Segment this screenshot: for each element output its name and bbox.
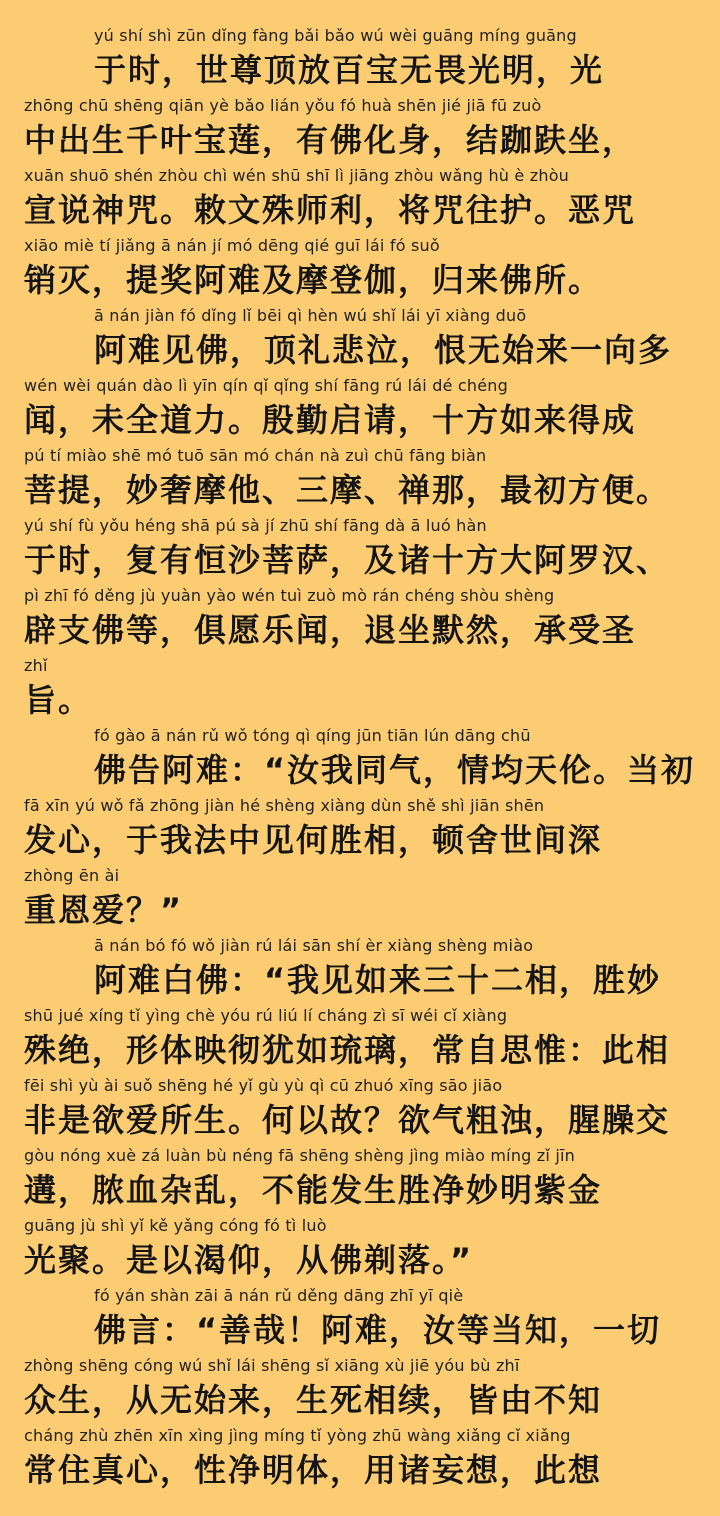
pinyin-annotation: fó gào ā nán rǔ wǒ tóng qì qíng jūn tiān lún dāng chū xyxy=(94,726,531,745)
text-line xyxy=(24,864,696,934)
pinyin-annotation: guāng jù shì yǐ kě yǎng cóng fó tì luò xyxy=(24,1216,327,1235)
text-line xyxy=(24,1214,696,1284)
text-line xyxy=(24,1074,696,1144)
text-line xyxy=(24,234,696,304)
pinyin-annotation: cháng zhù zhēn xīn xìng jìng míng tǐ yòng zhū wàng xiǎng cǐ xiǎng xyxy=(24,1426,571,1445)
text-line xyxy=(24,1354,696,1424)
text-line xyxy=(24,514,696,584)
chinese-text: 闻，未全道力。殷勤启请，十方如来得成 xyxy=(24,401,637,439)
pinyin-annotation: xiāo miè tí jiǎng ā nán jí mó dēng qié guī lái fó suǒ xyxy=(24,236,440,255)
pinyin-annotation: fā xīn yú wǒ fǎ zhōng jiàn hé shèng xiàng dùn shě shì jiān shēn xyxy=(24,796,545,815)
pinyin-annotation: ā nán jiàn fó dǐng lǐ bēi qì hèn wú shǐ lái yī xiàng duō xyxy=(94,306,527,325)
chinese-text: 中出生千叶宝莲，有佛化身，结跏趺坐， xyxy=(24,121,637,159)
pinyin-annotation: shū jué xíng tǐ yìng chè yóu rú liú lí cháng zì sī wéi cǐ xiàng xyxy=(24,1006,508,1025)
chinese-text: 常住真心，性净明体，用诸妄想，此想 xyxy=(24,1451,603,1489)
chinese-text: 销灭，提奖阿难及摩登伽，归来佛所。 xyxy=(24,261,603,299)
chinese-text: 于时，世尊顶放百宝无畏光明，光 xyxy=(94,51,605,89)
chinese-text: 于时，复有恒沙菩萨，及诸十方大阿罗汉、 xyxy=(24,541,671,579)
text-line xyxy=(24,304,696,374)
chinese-text: 阿难见佛，顶礼悲泣，恨无始来一向多 xyxy=(94,331,673,369)
pinyin-annotation: zhǐ xyxy=(24,656,48,675)
text-line xyxy=(24,444,696,514)
pinyin-annotation: zhōng chū shēng qiān yè bǎo lián yǒu fó huà shēn jié jiā fū zuò xyxy=(24,96,542,115)
chinese-text: 阿难白佛：“我见如来三十二相，胜妙 xyxy=(94,961,662,999)
text-line xyxy=(24,934,696,1004)
pinyin-annotation: wén wèi quán dào lì yīn qín qǐ qǐng shí fāng rú lái dé chéng xyxy=(24,376,508,395)
pinyin-annotation: pú tí miào shē mó tuō sān mó chán nà zuì chū fāng biàn xyxy=(24,446,487,465)
pinyin-annotation: zhòng shēng cóng wú shǐ lái shēng sǐ xiāng xù jiē yóu bù zhī xyxy=(24,1356,520,1375)
text-line xyxy=(24,374,696,444)
chinese-text: 辟支佛等，俱愿乐闻，退坐默然，承受圣 xyxy=(24,611,637,649)
chinese-text: 殊绝，形体映彻犹如琉璃，常自思惟：此相 xyxy=(24,1031,671,1069)
pinyin-annotation: fó yán shàn zāi ā nán rǔ děng dāng zhī yī qiè xyxy=(94,1286,464,1305)
text-line xyxy=(24,164,696,234)
chinese-text: 众生，从无始来，生死相续，皆由不知 xyxy=(24,1381,603,1419)
chinese-text: 重恩爱？” xyxy=(24,891,184,929)
chinese-text: 佛言：“善哉！阿难，汝等当知，一切 xyxy=(94,1311,662,1349)
pinyin-annotation: yú shí shì zūn dǐng fàng bǎi bǎo wú wèi guāng míng guāng xyxy=(94,26,577,45)
text-line xyxy=(24,584,696,654)
chinese-text: 遘，脓血杂乱，不能发生胜净妙明紫金 xyxy=(24,1171,603,1209)
text-line xyxy=(24,94,696,164)
chinese-text: 旨。 xyxy=(24,681,93,719)
pinyin-annotation: gòu nóng xuè zá luàn bù néng fā shēng shèng jìng miào míng zǐ jīn xyxy=(24,1146,575,1165)
chinese-text: 光聚。是以渴仰，从佛剃落。” xyxy=(24,1241,474,1279)
pinyin-annotation: ā nán bó fó wǒ jiàn rú lái sān shí èr xiàng shèng miào xyxy=(94,936,534,955)
text-line xyxy=(24,1004,696,1074)
text-line xyxy=(24,24,696,94)
text-line xyxy=(24,724,696,794)
chinese-text: 发心，于我法中见何胜相，顿舍世间深 xyxy=(24,821,603,859)
pinyin-annotation: fēi shì yù ài suǒ shēng hé yǐ gù yù qì cū zhuó xīng sāo jiāo xyxy=(24,1076,503,1095)
pinyin-annotation: yú shí fù yǒu héng shā pú sà jí zhū shí fāng dà ā luó hàn xyxy=(24,516,487,535)
pinyin-annotation: zhòng ēn ài xyxy=(24,866,120,885)
chinese-text: 佛告阿难：“汝我同气，情均天伦。当初 xyxy=(94,751,696,789)
text-line xyxy=(24,1424,696,1494)
pinyin-annotation: pì zhī fó děng jù yuàn yào wén tuì zuò mò rán chéng shòu shèng xyxy=(24,586,555,605)
text-line xyxy=(24,1284,696,1354)
chinese-text: 菩提，妙奢摩他、三摩、禅那，最初方便。 xyxy=(24,471,671,509)
chinese-text: 非是欲爱所生。何以故？欲气粗浊，腥臊交 xyxy=(24,1101,671,1139)
text-line xyxy=(24,1144,696,1214)
text-line xyxy=(24,654,696,724)
pinyin-annotation: xuān shuō shén zhòu chì wén shū shī lì jiāng zhòu wǎng hù è zhòu xyxy=(24,166,570,185)
chinese-text: 宣说神咒。敕文殊师利，将咒往护。恶咒 xyxy=(24,191,637,229)
text-line xyxy=(24,794,696,864)
